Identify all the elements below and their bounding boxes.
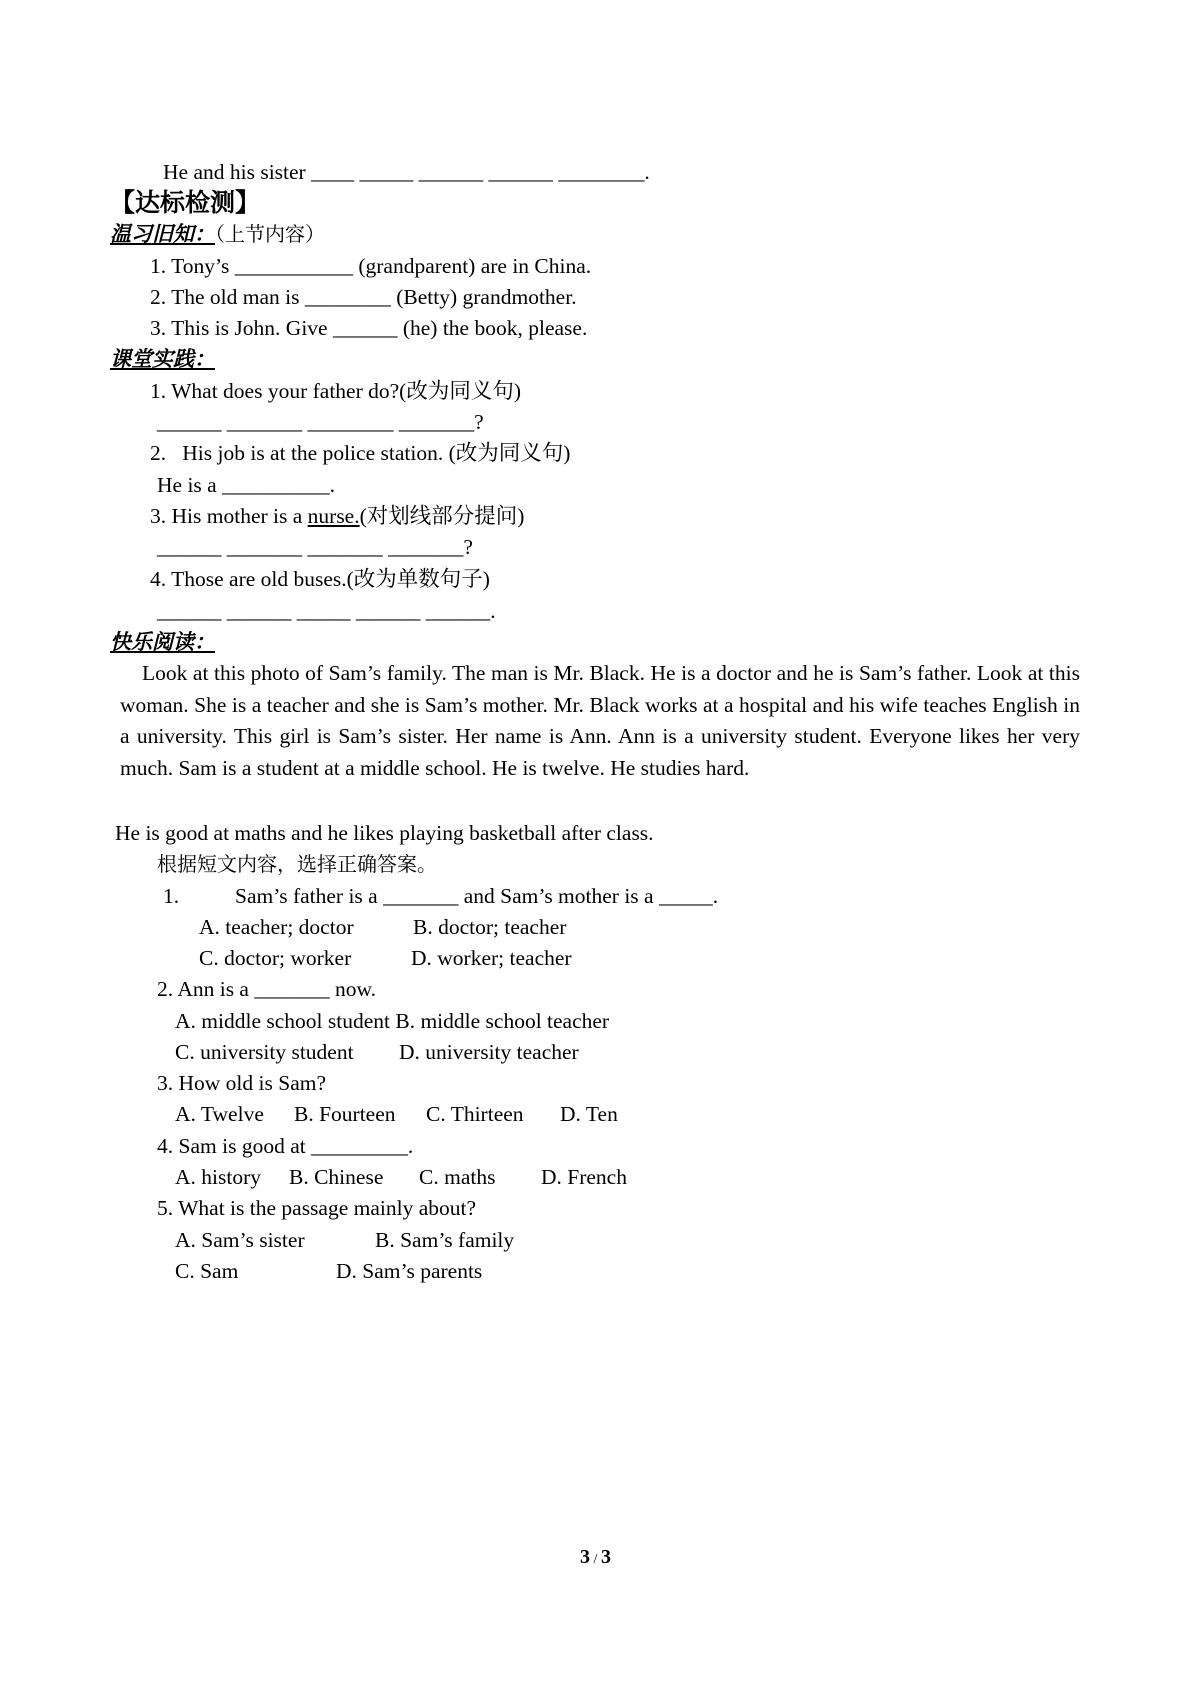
review-heading: 温习旧知： — [110, 222, 215, 246]
reading-q1-number: 1. — [163, 884, 180, 908]
reading-q5-option-b: B. Sam’s family — [375, 1228, 515, 1252]
reading-q3: 3. How old is Sam? — [157, 1071, 327, 1095]
reading-instruction: 根据短文内容，选择正确答案。 — [157, 852, 437, 876]
reading-q5-option-a: A. Sam’s sister — [175, 1228, 305, 1252]
review-item-2 — [150, 282, 577, 312]
review-item-text: (he) the book, please. — [397, 316, 588, 340]
reading-heading: 快乐阅读： — [110, 630, 215, 654]
reading-q3-option-c: C. Thirteen — [426, 1102, 524, 1126]
carryover-text: He and his sister — [163, 160, 312, 184]
reading-q3-option-a: A. Twelve — [175, 1102, 264, 1126]
reading-passage-last-line: He is good at maths and he likes playing basketball after class. — [115, 821, 654, 845]
answer-blank: ______ — [332, 316, 398, 340]
reading-q3-option-d: D. Ten — [560, 1102, 618, 1126]
reading-q4: 4. Sam is good at _________. — [157, 1134, 414, 1158]
reading-q1-option-c: C. doctor; worker — [199, 946, 352, 970]
reading-q2: 2. Ann is a _______ now. — [157, 977, 376, 1001]
review-item-text: (grandparent) are in China. — [352, 254, 592, 278]
practice-q3-answer: ______ _______ _______ _______? — [157, 535, 473, 559]
reading-passage: Look at this photo of Sam’s family. The man is Mr. Black. He is a doctor and he is Sam’s father. Look at this woman. She is a teacher and she is Sam’s mother. Mr. Black works at a hospital and his wife teaches English in a university. This girl is Sam’s sister. Her name is Ann. Ann is a university student. Everyone likes her very much. Sam is a student at a middle school. He is twelve. He studies hard. — [120, 661, 1080, 780]
reading-q1-option-b: B. doctor; teacher — [413, 915, 567, 939]
practice-q4-answer: ______ ______ _____ ______ ______. — [157, 599, 496, 623]
reading-q2-option-d: D. university teacher — [399, 1040, 579, 1064]
current-page: 3 — [580, 1546, 591, 1568]
answer-blank: ___________ — [234, 254, 353, 278]
reading-heading-line — [110, 627, 215, 657]
reading-q2-options-ab: A. middle school student B. middle school teacher — [175, 1009, 610, 1033]
page-separator: / — [590, 1552, 601, 1567]
practice-q3 — [150, 501, 524, 531]
reading-q1-option-d: D. worker; teacher — [411, 946, 572, 970]
page-number — [0, 1546, 1191, 1569]
review-note: （上节内容） — [215, 222, 325, 246]
practice-q3-text: 3. His mother is a — [150, 504, 308, 528]
reading-q4-option-d: D. French — [541, 1165, 627, 1189]
practice-q1: 1. What does your father do?(改为同义句) — [150, 379, 521, 403]
reading-q1: Sam’s father is a _______ and Sam’s mother is a _____. — [235, 884, 719, 908]
reading-q5-option-c: C. Sam — [175, 1259, 239, 1283]
practice-q3-instruction: (对划线部分提问) — [359, 504, 525, 528]
review-item-text: 2. The old man is — [150, 285, 305, 309]
underlined-word: nurse. — [307, 504, 360, 528]
reading-q4-option-c: C. maths — [419, 1165, 496, 1189]
total-pages: 3 — [600, 1546, 611, 1568]
reading-q5-option-d: D. Sam’s parents — [336, 1259, 483, 1283]
practice-q1-answer: ______ _______ ________ _______? — [157, 410, 484, 434]
carryover-blanks: ____ _____ ______ ______ ________ — [311, 160, 645, 184]
reading-q1-option-a: A. teacher; doctor — [199, 915, 354, 939]
reading-q3-option-b: B. Fourteen — [294, 1102, 396, 1126]
practice-heading: 课堂实践： — [110, 347, 215, 371]
review-item-text: 3. This is John. Give — [150, 316, 333, 340]
reading-q2-option-c: C. university student — [175, 1040, 354, 1064]
practice-heading-line — [110, 344, 215, 374]
carryover-line — [163, 157, 650, 187]
review-item-3 — [150, 313, 587, 343]
practice-q2: 2. His job is at the police station. (改为同义句) — [150, 441, 571, 465]
review-item-1 — [150, 251, 591, 281]
carryover-end: . — [644, 160, 650, 184]
section-title: 【达标检测】 — [110, 188, 261, 217]
practice-q2-answer: He is a __________. — [157, 473, 335, 497]
practice-q4: 4. Those are old buses.(改为单数句子) — [150, 567, 490, 591]
answer-blank: ________ — [304, 285, 391, 309]
reading-q4-option-a: A. history — [175, 1165, 261, 1189]
review-item-text: 1. Tony’s — [150, 254, 235, 278]
reading-q5: 5. What is the passage mainly about? — [157, 1196, 477, 1220]
reading-q4-option-b: B. Chinese — [289, 1165, 384, 1189]
review-heading-line — [110, 219, 325, 249]
review-item-text: (Betty) grandmother. — [390, 285, 577, 309]
